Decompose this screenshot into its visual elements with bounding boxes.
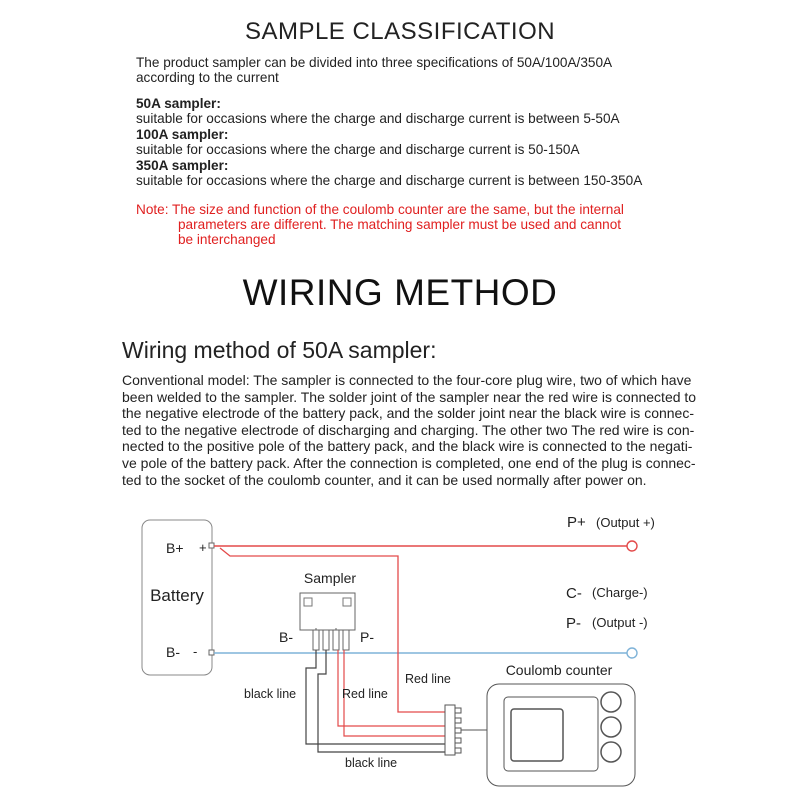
c-minus-label: C- <box>566 585 582 602</box>
red-line-label-b: Red line <box>342 687 388 701</box>
sampler-b-minus-label: B- <box>279 629 293 645</box>
sampler-hole-left <box>304 598 312 606</box>
sampler-lead-mid1 <box>323 630 329 650</box>
wiring-subtitle: Wiring method of 50A sampler: <box>122 337 437 363</box>
output-minus-label: (Output -) <box>592 615 648 630</box>
spec-350a-desc: suitable for occasions where the charge and discharge current is between 150-350A <box>136 173 643 188</box>
battery-b-plus-label: B+ <box>166 540 184 556</box>
red-line-label-a: Red line <box>405 672 451 686</box>
paragraph-line: Conventional model: The sampler is connected to the four-core plug wire, two of which have <box>122 372 692 388</box>
plug-connector <box>445 705 455 755</box>
battery-label: Battery <box>150 586 204 605</box>
note-line1: Note: The size and function of the coulomb counter are the same, but the internal <box>136 202 624 217</box>
paragraph-line: the negative electrode of the battery pack, and the solder joint near the black wire is connec- <box>122 405 695 422</box>
p-minus-terminal <box>627 648 637 658</box>
p-plus-label: P+ <box>567 514 586 531</box>
battery-minus-sign: - <box>193 644 198 659</box>
battery-plus-terminal <box>209 543 214 548</box>
note-line2: parameters are different. The matching sampler must be used and cannot <box>178 217 622 232</box>
p-minus-label: P- <box>566 615 581 632</box>
plug-pin <box>455 738 461 743</box>
coulomb-button-2 <box>601 717 621 737</box>
black-line-label-b: black line <box>345 756 398 770</box>
plug-pin <box>455 728 461 733</box>
spec-100a-desc: suitable for occasions where the charge and discharge current is 50-150A <box>136 142 580 157</box>
plug-pin <box>455 748 461 753</box>
wiring-title: WIRING METHOD <box>242 272 558 313</box>
plug-pin <box>455 708 461 713</box>
classification-intro-line1: The product sampler can be divided into three specifications of 50A/100A/350A <box>136 55 613 70</box>
battery-plus-sign: + <box>199 540 207 555</box>
p-plus-terminal <box>627 541 637 551</box>
sampler-lead-mid2 <box>333 630 339 650</box>
note-line3: be interchanged <box>178 232 276 247</box>
paragraph-line: ve pole of the battery pack. After the connection is completed, one end of the plug is connec- <box>122 454 696 471</box>
spec-350a-name: 350A sampler: <box>136 158 229 173</box>
spec-50a-name: 50A sampler: <box>136 96 221 111</box>
battery-b-minus-label: B- <box>166 644 180 660</box>
spec-50a-desc: suitable for occasions where the charge and discharge current is between 5-50A <box>136 111 620 126</box>
classification-title: SAMPLE CLASSIFICATION <box>244 18 556 45</box>
battery-minus-terminal <box>209 650 214 655</box>
black-line-label-a: black line <box>244 687 297 701</box>
coulomb-counter-screen <box>511 709 563 761</box>
sampler-label: Sampler <box>303 570 357 586</box>
plug-pin <box>455 718 461 723</box>
spec-100a-name: 100A sampler: <box>136 127 229 142</box>
paragraph-line: ted to the negative electrode of discharging and charging. The other two The red wire is con- <box>122 421 695 438</box>
coulomb-button-3 <box>601 742 621 762</box>
output-plus-label: (Output +) <box>596 515 655 530</box>
sampler-lead-b-minus <box>313 630 319 650</box>
sampler-lead-p-minus <box>343 630 349 650</box>
charge-minus-label: (Charge-) <box>592 585 648 600</box>
sampler-p-minus-label: P- <box>360 629 374 645</box>
classification-intro-line2: according to the current <box>136 70 279 85</box>
coulomb-counter-label: Coulomb counter <box>505 662 613 678</box>
paragraph-line: been welded to the sampler. The solder joint of the sampler near the red wire is connected to <box>122 388 697 405</box>
sampler-hole-right <box>343 598 351 606</box>
paragraph-line: nected to the positive pole of the battery pack, and the black wire is connected to the negati- <box>122 438 693 455</box>
paragraph-line: ted to the socket of the coulomb counter, and it can be used normally after power on. <box>122 471 647 488</box>
coulomb-button-1 <box>601 692 621 712</box>
